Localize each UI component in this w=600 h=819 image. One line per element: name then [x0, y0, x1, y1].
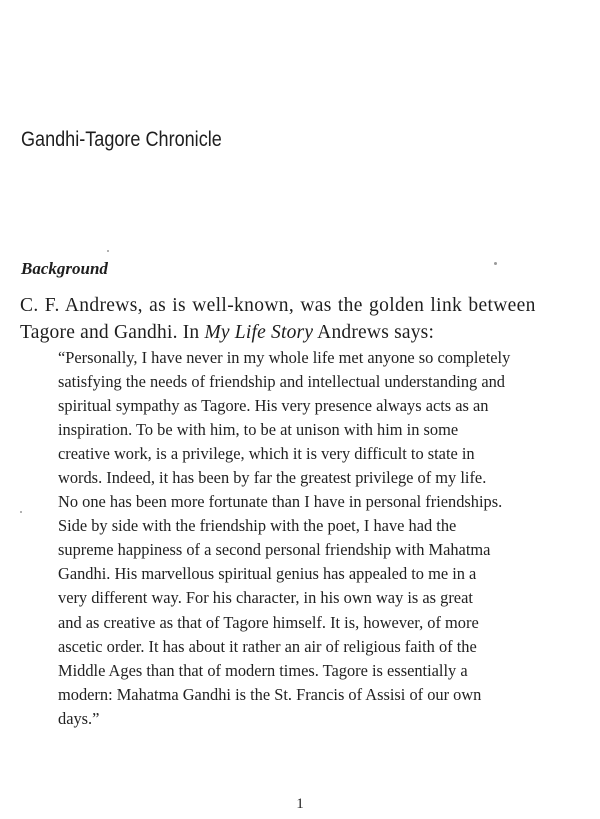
section-heading: Background [21, 259, 108, 278]
quote-line: Middle Ages than that of modern times. Tagore is essentially a [58, 660, 468, 680]
quote-line: creative work, is a privilege, which it is very difficult to state in [58, 444, 475, 464]
scan-speck [494, 262, 497, 265]
chapter-title: Gandhi-Tagore Chronicle [21, 128, 222, 151]
quote-line: supreme happiness of a second personal friendship with Mahatma [58, 540, 491, 560]
scan-speck [20, 511, 22, 513]
quote-line: No one has been more fortunate than I have in personal friendships. [58, 492, 503, 512]
quote-line: Side by side with the friendship with the poet, I have had the [58, 516, 457, 536]
quote-line: inspiration. To be with him, to be at unison with him in some [58, 420, 459, 440]
quote-line: very different way. For his character, in his own way is as great [58, 588, 473, 608]
page-number: 1 [296, 796, 304, 812]
quote-line: spiritual sympathy as Tagore. His very presence always acts as an [58, 396, 489, 416]
quote-line: words. Indeed, it has been by far the greatest privilege of my life. [58, 468, 487, 488]
quote-line: ascetic order. It has about it rather an air of religious faith of the [58, 636, 477, 656]
intro-text: Tagore and Gandhi. In [20, 322, 205, 343]
book-title: My Life Story [204, 322, 314, 343]
quote-line: days.” [58, 708, 100, 728]
intro-paragraph [20, 292, 580, 346]
quote-line: modern: Mahatma Gandhi is the St. Francis of Assisi of our own [58, 684, 482, 704]
quote-line: “Personally, I have never in my whole life met anyone so completely [58, 348, 511, 367]
quote-line: Gandhi. His marvellous spiritual genius has appealed to me in a [58, 564, 477, 584]
quote-line: and as creative as that of Tagore himself. It is, however, of more [58, 612, 479, 632]
intro-line [20, 319, 580, 346]
intro-line: C. F. Andrews, as is well-known, was the golden link between [20, 295, 536, 316]
intro-text: Andrews says: [313, 322, 435, 343]
block-quote [58, 346, 578, 731]
quote-line: satisfying the needs of friendship and intellectual understanding and [58, 372, 505, 392]
scan-speck [107, 250, 109, 252]
